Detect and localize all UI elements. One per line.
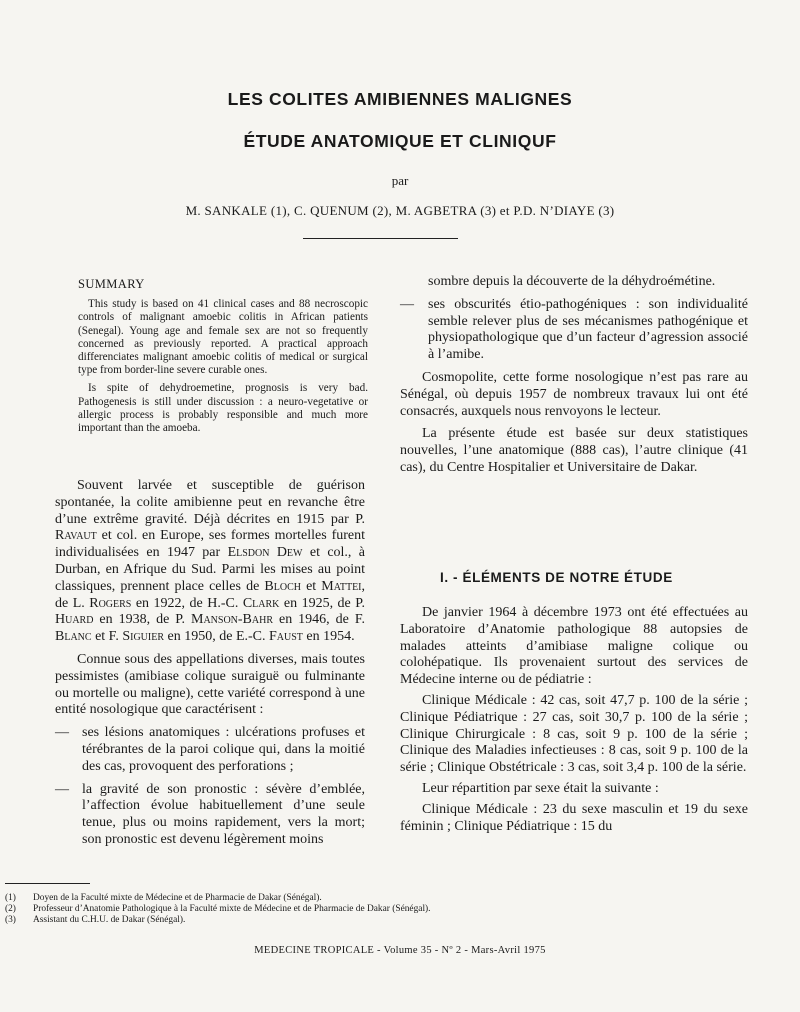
author-name: Huard [55,612,94,628]
authors: M. SANKALE (1), C. QUENUM (2), M. AGBETRA (3) et P.D. N’DIAYE (3) [185,203,615,218]
author-name: Rogers [89,595,132,611]
left-column [55,478,365,855]
journal-footer: MEDECINE TROPICALE - Volume 35 - Nº 2 - Mars-Avril 1975 [254,945,546,956]
title-line-2: ÉTUDE ANATOMIQUE ET CLINIQUF [243,131,557,151]
summary-section [78,278,368,440]
footnote: (2) Professeur d’Anatomie Pathologique à la Faculté mixte de Médecine et de Pharmacie de Dakar (Sénégal). [5,904,431,914]
definition-paragraph: Connue sous des appellations diverses, mais toutes pessimistes (amibiase colique suraiguë ou fulminante ou mortelle ou maligne), cette variété correspond à une entité nosologique que caractérisent : [55,651,365,718]
summary-paragraph-1: This study is based on 41 clinical cases and 88 necroscopic controls of malignant amoebic colitis in African patients (Senegal). Young age and female sex are not so frequently concerned as previously reported. A practical approach differenciates malignant amoebic colitis of medical or surgical type from border-line severe curable ones. [78,298,368,377]
summary-heading: SUMMARY [78,277,145,291]
author-name: Faust [269,629,303,645]
right-column-top [400,274,748,483]
section-heading: I. - ÉLÉMENTS DE NOTRE ÉTUDE [440,570,673,585]
title-line-1: LES COLITES AMIBIENNES MALIGNES [227,89,573,109]
paragraph: Cosmopolite, cette forme nosologique n’est pas rare au Sénégal, où depuis 1957 de nombreux travaux lui ont été consacrés, auxquels nous renvoyons le lecteur. [400,369,748,419]
intro-paragraph: Souvent larvée et susceptible de guérison spontanée, la colite amibienne peut en revanche être d’une extrême gravité. Déjà décrites en 1915 par P. Ravaut et col. en Europe, ses formes mortelles furent individualisées en 1947 par Elsdon Dew et col., à Durban, en Afrique du Sud. Parmi les mises au point classiques, prennent place celles de Bloch et Mattei, de L. Rogers en 1922, de H.-C. Clark en 1925, de P. Huard en 1938, de P. Manson-Bahr en 1946, de F. Blanc et F. Siguier en 1950, de E.-C. Faust en 1954. [55,478,366,645]
list-item: — la gravité de son pronostic : sévère d’emblée, l’affection évolue habituellement d’une seule tenue, plus ou moins rapidement, vers la mort; son pronostic est devenu légèrement moins [55,781,365,847]
paragraph: Leur répartition par sexe était la suivante : [422,780,659,796]
footnote: (1) Doyen de la Faculté mixte de Médecine et de Pharmacie de Dakar (Sénégal). [5,893,322,903]
footnote-divider [5,883,90,884]
list-item: — ses lésions anatomiques : ulcérations profuses et térébrantes de la paroi colique qui, dans la moitié des cas, provoquent des perforations ; [55,725,365,774]
author-name: Manson-Bahr [191,612,274,628]
author-name: Elsdon Dew [227,545,303,561]
summary-paragraph-2: Is spite of dehydroemetine, prognosis is very bad. Pathogenesis is still under discussion : a neuro-vegetative or allergic process is probably responsible and much more important than the amoeba. [78,382,368,435]
author-name: Blanc [55,629,92,645]
author-name: Mattei [321,578,362,594]
right-column-bottom [400,605,748,839]
paragraph: Clinique Médicale : 23 du sexe masculin et 19 du sexe féminin ; Clinique Pédiatrique : 15 du [400,801,748,834]
author-name: Clark [242,595,280,611]
paragraph: Clinique Médicale : 42 cas, soit 47,7 p. 100 de la série ; Clinique Pédiatrique : 27 cas, soit 30,7 p. 100 de la série ; Clinique Chirurgicale : 8 cas, soit 9 p. 100 de la série ; Clinique des Maladies infectieuses : 8 cas, soit 9 p. 100 de la série ; Clinique Obstétricale : 3 cas, soit 3,4 p. 100 de la série. [400,692,748,776]
title-divider [303,238,458,239]
author-name: Bloch [264,578,301,594]
footnotes [5,893,605,926]
author-name: Siguier [122,629,165,645]
list-item: — ses obscurités étio-pathogéniques : son individualité semble relever plus de ses mécanismes pathogénique et physiopathologique que d’un facteur d’agression associé à l’amibe. [400,296,748,363]
continued-text: sombre depuis la découverte de la déhydroémétine. [428,274,716,289]
byline-par: par [391,173,409,188]
author-name: Ravaut [55,528,97,544]
paragraph: De janvier 1964 à décembre 1973 ont été effectuées au Laboratoire d’Anatomie pathologique 88 autopsies de malades atteints d’amibiase maligne colique ou colohépatique. Ils provenaient surtout des services de Médecine interne ou de pédiatrie : [400,605,748,688]
paragraph: La présente étude est basée sur deux statistiques nouvelles, l’une anatomique (888 cas), l’autre clinique (41 cas), du Centre Hospitalier et Universitaire de Dakar. [400,426,748,475]
footnote: (3) Assistant du C.H.U. de Dakar (Sénégal). [5,915,186,925]
